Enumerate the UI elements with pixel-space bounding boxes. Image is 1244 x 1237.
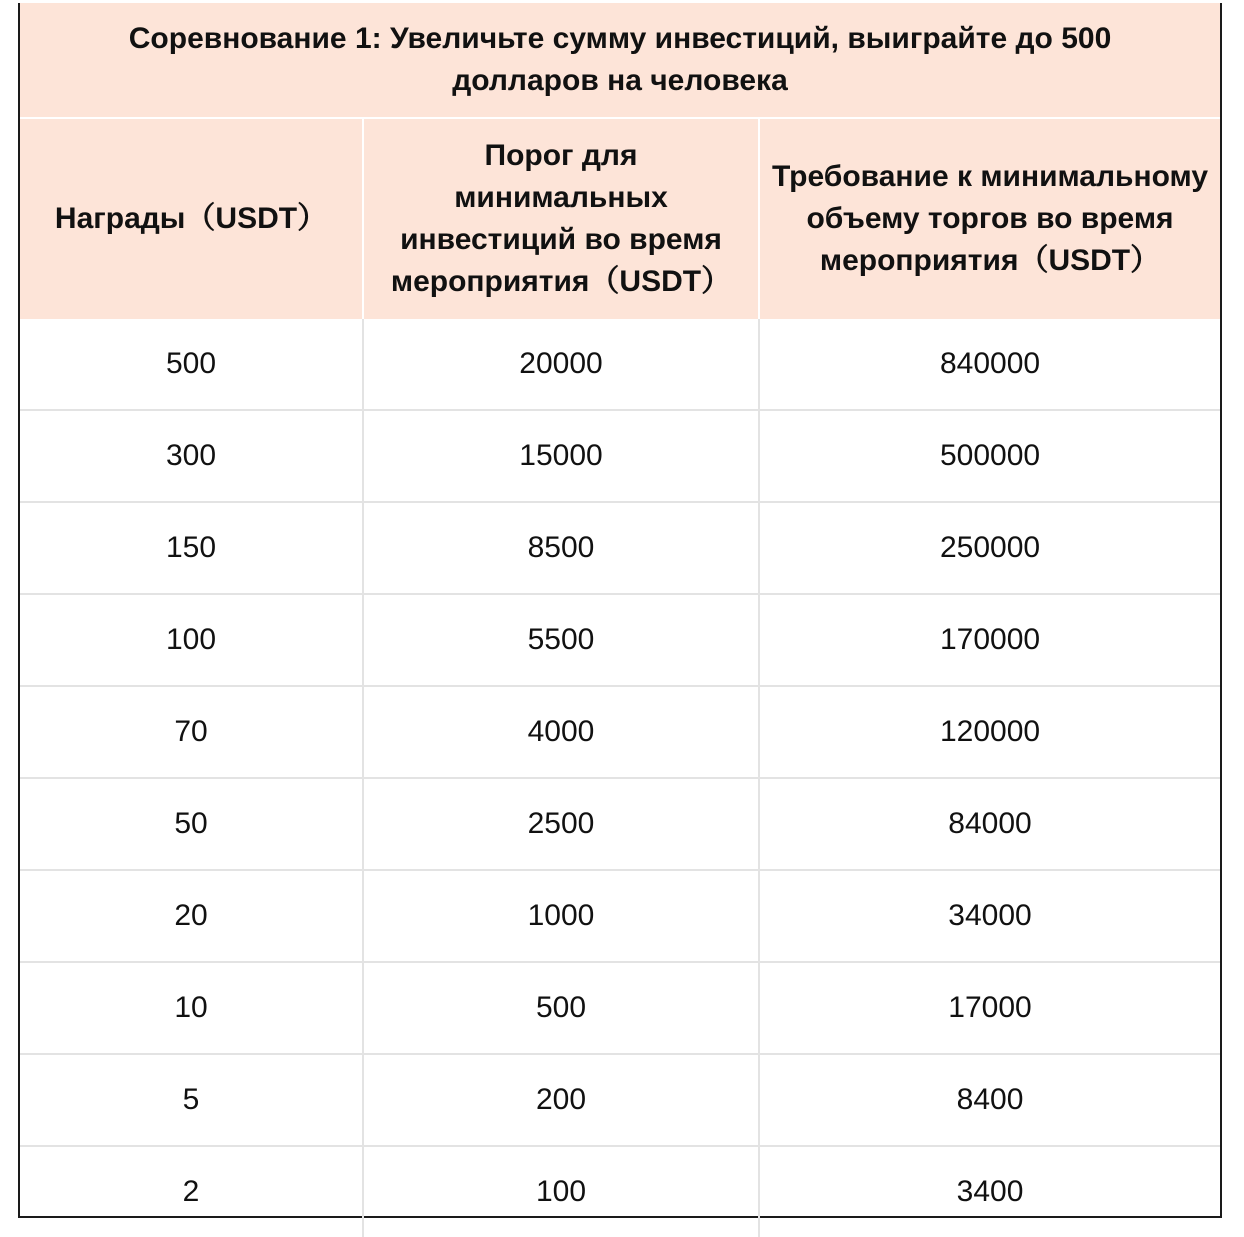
table-row <box>20 1146 1220 1237</box>
min-volume-cell: 84000 <box>759 778 1220 870</box>
min-investment-cell: 8500 <box>363 502 759 594</box>
min-investment-cell: 100 <box>363 1146 759 1237</box>
table-title: Соревнование 1: Увеличьте сумму инвестиций, выиграйте до 500 долларов на человека <box>20 3 1220 118</box>
header-min-investment: Порог для минимальных инвестиций во время мероприятия（USDT） <box>363 118 759 319</box>
reward-cell: 50 <box>20 778 363 870</box>
min-investment-cell: 200 <box>363 1054 759 1146</box>
min-volume-cell: 120000 <box>759 686 1220 778</box>
reward-cell: 2 <box>20 1146 363 1237</box>
min-volume-cell: 170000 <box>759 594 1220 686</box>
min-investment-cell: 20000 <box>363 319 759 410</box>
reward-cell: 300 <box>20 410 363 502</box>
title-row <box>20 3 1220 118</box>
min-volume-cell: 3400 <box>956 1175 1024 1208</box>
rewards-table-container <box>18 3 1222 1218</box>
table-row <box>20 778 1220 870</box>
table-row <box>20 962 1220 1054</box>
min-investment-cell: 500 <box>363 962 759 1054</box>
min-investment-cell: 15000 <box>363 410 759 502</box>
reward-cell: 10 <box>20 962 363 1054</box>
min-investment-cell: 4000 <box>363 686 759 778</box>
min-volume-cell: 250000 <box>759 502 1220 594</box>
reward-cell: 5 <box>20 1054 363 1146</box>
min-investment-cell: 2500 <box>363 778 759 870</box>
reward-cell: 100 <box>20 594 363 686</box>
table-row <box>20 410 1220 502</box>
min-volume-cell: 8400 <box>759 1054 1220 1146</box>
reward-cell: 70 <box>20 686 363 778</box>
min-volume-cell: 500000 <box>759 410 1220 502</box>
reward-cell: 150 <box>20 502 363 594</box>
table-row <box>20 870 1220 962</box>
min-volume-cell: 17000 <box>759 962 1220 1054</box>
reward-cell: 20 <box>20 870 363 962</box>
header-row <box>20 118 1220 319</box>
min-volume-cell: 840000 <box>759 319 1220 410</box>
reward-cell: 500 <box>20 319 363 410</box>
rewards-table <box>20 3 1220 1237</box>
min-volume-cell: 34000 <box>759 870 1220 962</box>
table-row <box>20 594 1220 686</box>
header-rewards: Награды（USDT） <box>20 118 363 319</box>
table-row <box>20 319 1220 410</box>
header-min-volume: Требование к минимальному объему торгов во время мероприятия（USDT） <box>759 118 1220 319</box>
table-row <box>20 686 1220 778</box>
table-row <box>20 1054 1220 1146</box>
table-row <box>20 502 1220 594</box>
min-investment-cell: 5500 <box>363 594 759 686</box>
min-investment-cell: 1000 <box>363 870 759 962</box>
